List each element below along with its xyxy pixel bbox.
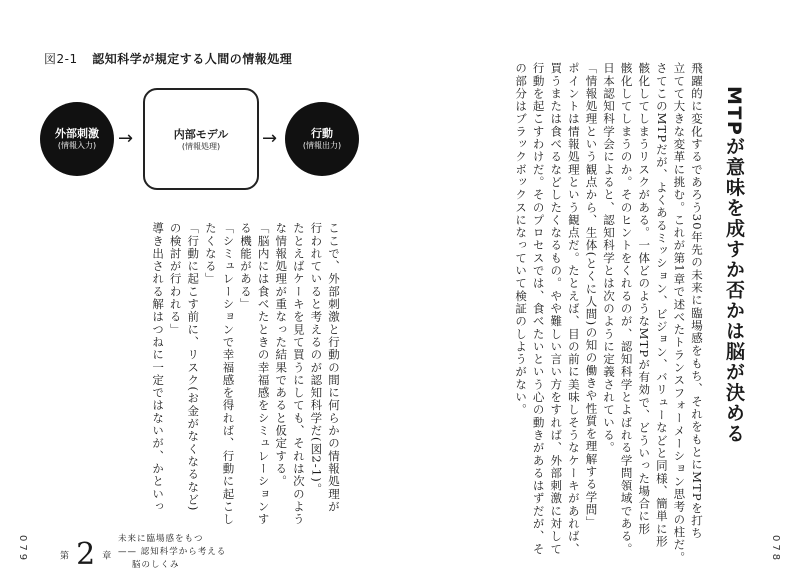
text-column: な情報処理が重なった結果であると仮定する。 — [274, 222, 289, 488]
internal-model-sub: (情報処理) — [181, 142, 221, 151]
figure-number: 図2-1 — [44, 52, 78, 66]
text-column: 「脳内には食べたときの幸福感をシミュレーションす — [256, 222, 271, 526]
arrow-right-icon: → — [118, 128, 134, 149]
text-column: たくなる」 — [203, 222, 218, 286]
text-column: さてこのMTPだが、よくあるミッション、ビジョン、バリューなどと同様、簡単に形 — [654, 62, 669, 549]
text-column: 「情報処理という観点から、生体(とくに人間)の知の働きや性質を理解する学問」 — [584, 62, 599, 529]
action-node — [285, 102, 359, 176]
external-stimulus-node — [40, 102, 114, 176]
text-column: 骸化してしまうのか。そのヒントをくれるのが、認知科学とよばれる学問領域である。 — [619, 62, 634, 556]
text-column: る機能がある」 — [239, 222, 254, 311]
text-column: 飛躍的に変化するであろう30年先の未来に臨場感をもち、それをもとにMTPを打ち — [690, 62, 704, 540]
chapter-prefix: 第 — [60, 551, 70, 562]
text-column: の検討が行われる」 — [168, 222, 183, 336]
left-page-number: 079 — [17, 535, 28, 564]
text-column: の部分はブラックボックスになっていて検証のしようがない。 — [514, 62, 529, 417]
action-label: 行動 — [311, 127, 333, 140]
text-column: 行われていると考えるのが認知科学だ(図2-1)。 — [309, 222, 324, 496]
arrow-right-icon: → — [262, 128, 278, 149]
external-stimulus-sub: (情報入力) — [57, 141, 97, 150]
chapter-title-line: —— 認知科学から考える — [118, 547, 227, 557]
text-column: 「行動に起こす前に、リスク(お金がなくなるなど) — [186, 222, 201, 512]
figure-title: 認知科学が規定する人間の情報処理 — [92, 52, 293, 66]
text-column: 骸化してしまうリスクがある。一体どのようなMTPが有効で、どういった場合に形 — [637, 62, 652, 536]
external-stimulus-label: 外部刺激 — [55, 127, 99, 140]
right-page-body — [455, 62, 705, 564]
section-heading: MTPが意味を成すか否かは脳が決める — [723, 86, 745, 444]
text-column: 立てて大きな変革に挑む。これが第1章で述べたトランスフォーメーション思考の柱だ。 — [672, 62, 687, 564]
chapter-number: 2 — [76, 537, 96, 572]
right-page-number: 078 — [770, 535, 781, 564]
left-page-body — [58, 222, 342, 526]
action-sub: (情報出力) — [302, 141, 342, 150]
figure-caption — [44, 50, 292, 67]
text-column: 買うまたは食べるなどしたくなるもの。やや難しい言い方をすれば、外部刺激に対して — [549, 62, 564, 556]
text-column: 導き出される解はつねに一定ではないが、かといっ — [151, 222, 166, 513]
text-column: ポイントは情報処理という観点だ。たとえば、目の前に美味しそうなケーキがあれば、 — [566, 62, 581, 556]
chapter-title — [118, 533, 226, 572]
chapter-title-line: 脳のしくみ — [132, 560, 180, 570]
internal-model-label: 内部モデル — [173, 128, 229, 141]
internal-model-node — [143, 88, 259, 190]
text-column: たとえばケーキを見て買うにしても、それは次のよう — [291, 222, 306, 526]
text-column: 日本認知科学会によると、認知科学とは次のように定義されている。 — [602, 62, 617, 455]
chapter-title-line: 未来に臨場感をもつ — [118, 534, 204, 544]
chapter-marker — [60, 537, 112, 572]
text-column: 「シミュレーションで幸福感を得れば、行動に起こし — [221, 222, 236, 526]
chapter-suffix: 章 — [102, 551, 112, 562]
text-column: ここで、外部刺激と行動の間に何らかの情報処理が — [327, 222, 341, 513]
text-column: 行動を起こすわけだ。そのプロセスでは、食べたいという心の動きがあるはずだが、そ — [531, 62, 546, 556]
